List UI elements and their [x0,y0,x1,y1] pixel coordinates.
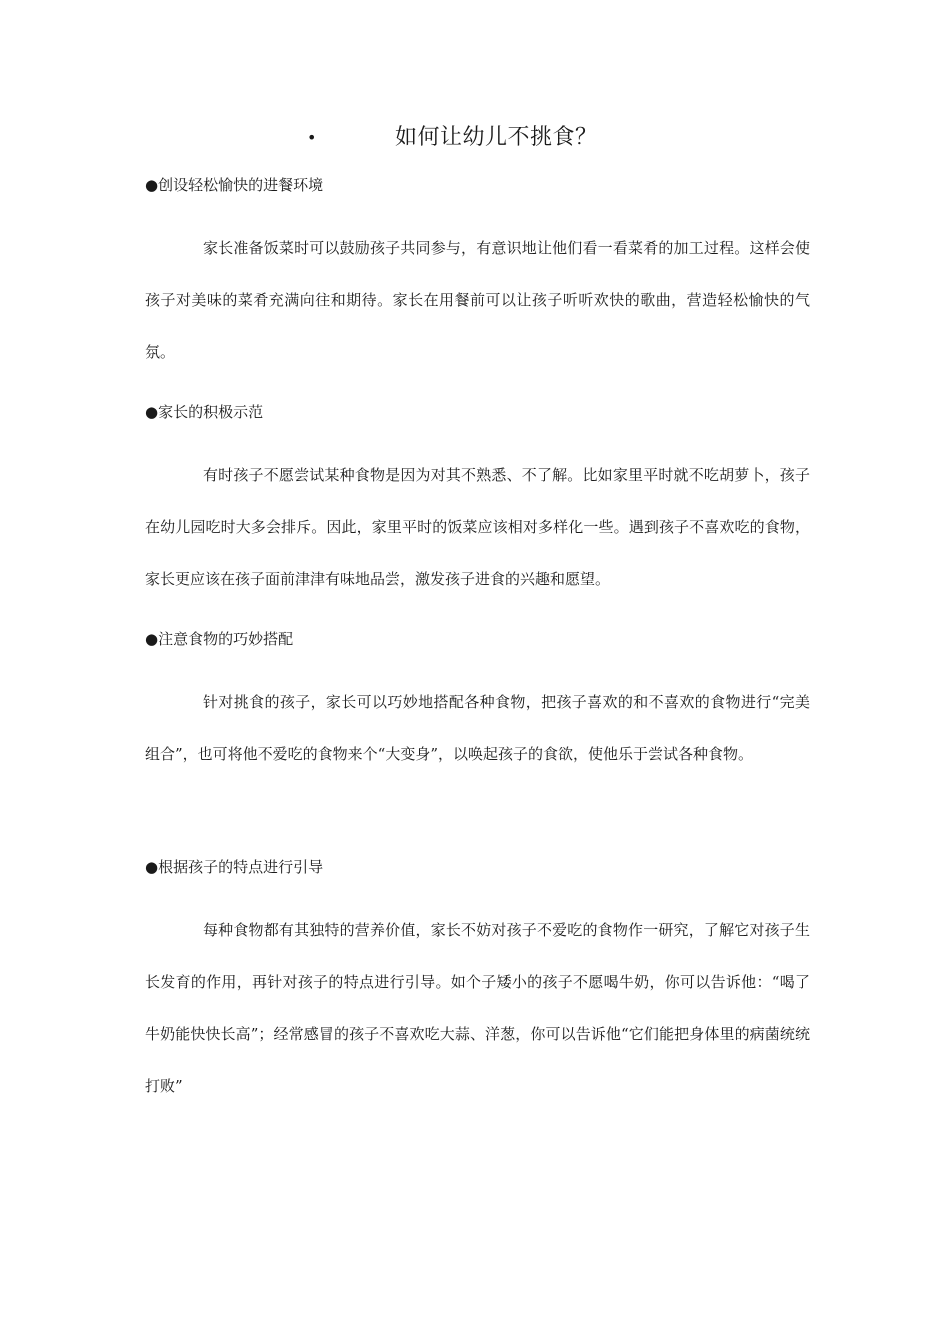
section-paragraph: 有时孩子不愿尝试某种食物是因为对其不熟悉、不了解。比如家里平时就不吃胡萝卜，孩子在幼儿园吃时大多会排斥。因此，家里平时的饭菜应该相对多样化一些。遇到孩子不喜欢吃的食物，家长更应该在孩子面前津津有味地品尝，激发孩子进食的兴趣和愿望。 [145,466,810,588]
page-title: 如何让幼儿不挑食？ [395,125,598,150]
section-paragraph: 针对挑食的孩子，家长可以巧妙地搭配各种食物，把孩子喜欢的和不喜欢的食物进行“完美组合”，也可将他不爱吃的食物来个“大变身”，以唤起孩子的食欲，使他乐于尝试各种食物。 [145,693,810,763]
title-bullet: • [307,128,317,147]
section-paragraph: 每种食物都有其独特的营养价值，家长不妨对孩子不爱吃的食物作一研究，了解它对孩子生长发育的作用，再针对孩子的特点进行引导。如个子矮小的孩子不愿喝牛奶，你可以告诉他：“喝了牛奶能快快长高”；经常感冒的孩子不喜欢吃大蒜、洋葱，你可以告诉他“它们能把身体里的病菌统统打败” [145,921,810,1095]
section-paragraph: 家长准备饭菜时可以鼓励孩子共同参与，有意识地让他们看一看菜肴的加工过程。这样会使孩子对美味的菜肴充满向往和期待。家长在用餐前可以让孩子听听欢快的歌曲，营造轻松愉快的气氛。 [145,239,810,361]
section-heading: ●创设轻松愉快的进餐环境 [145,176,324,194]
section-heading: ●家长的积极示范 [145,403,264,421]
section-heading: ●根据孩子的特点进行引导 [145,858,324,876]
title-row [145,120,810,154]
section-heading: ●注意食物的巧妙搭配 [145,630,294,648]
